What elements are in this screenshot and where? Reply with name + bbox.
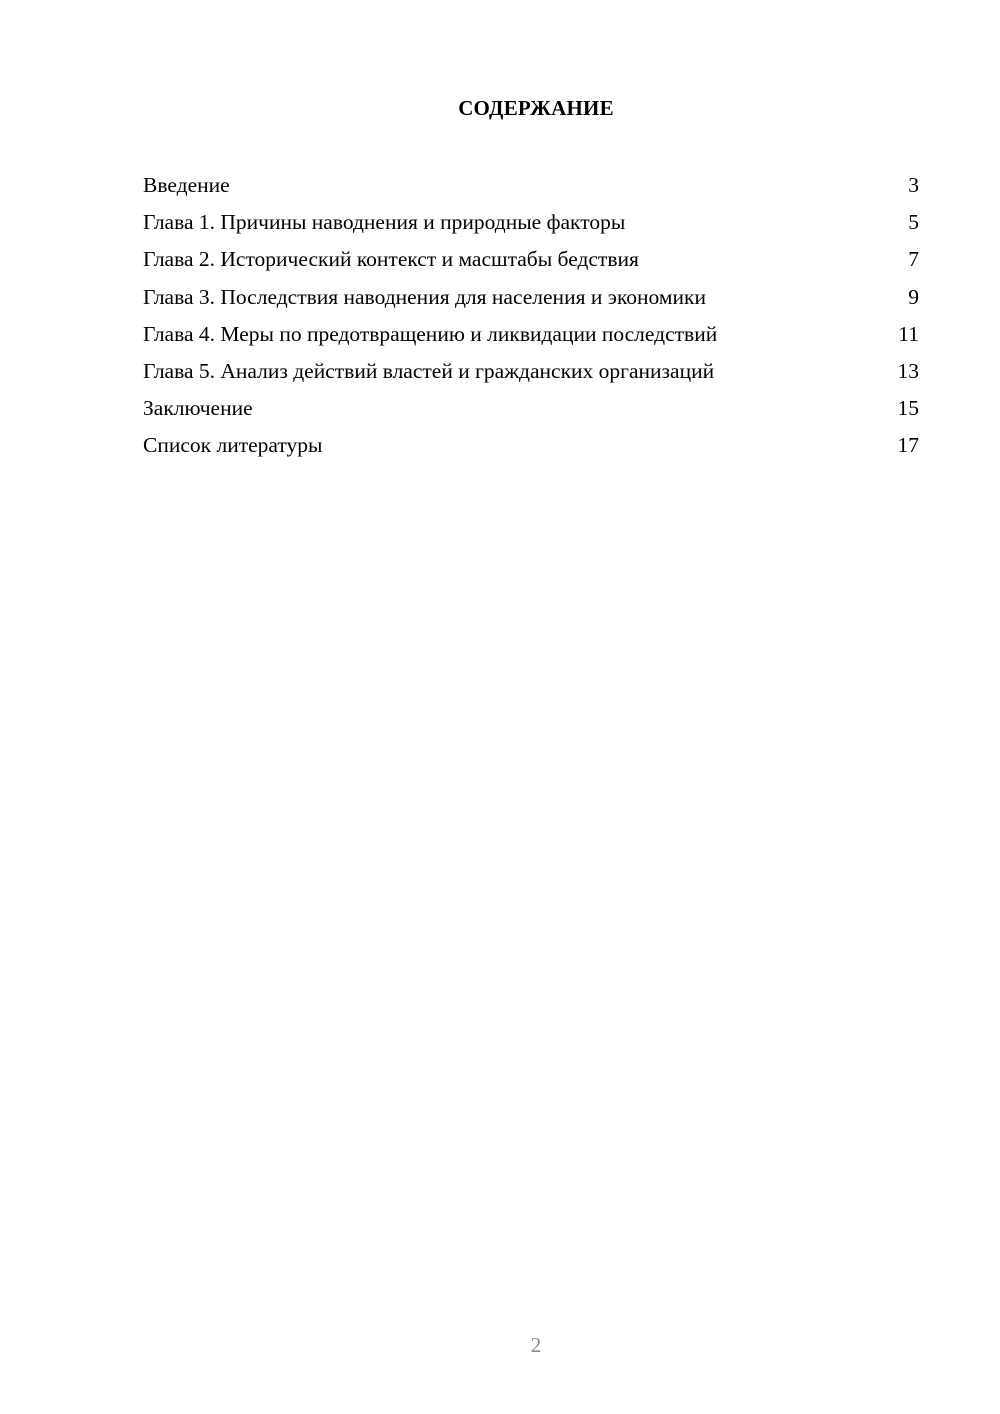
toc-entry-label: Глава 5. Анализ действий властей и гражданских организаций <box>143 358 715 383</box>
page-number: 2 <box>530 1333 542 1357</box>
toc-entry-label: Глава 2. Исторический контекст и масштабы бедствия <box>143 247 639 272</box>
toc-entry-page: 5 <box>908 210 919 235</box>
toc-entry-label: Глава 4. Меры по предотвращению и ликвидации последствий <box>143 321 718 346</box>
toc-entry-bibliography <box>143 430 919 467</box>
toc-heading-text: СОДЕРЖАНИЕ <box>458 96 614 120</box>
toc-entry-chapter-1 <box>143 207 919 244</box>
toc-entry-page: 15 <box>897 396 919 421</box>
toc-entry-page: 13 <box>897 358 919 383</box>
toc-list <box>143 170 919 468</box>
toc-entry-chapter-2 <box>143 244 919 281</box>
toc-entry-label: Список литературы <box>143 433 323 458</box>
toc-entry-page: 7 <box>908 247 919 272</box>
toc-entry-label: Глава 1. Причины наводнения и природные факторы <box>143 210 626 235</box>
toc-heading <box>0 96 1000 121</box>
toc-entry-page: 9 <box>908 284 919 309</box>
toc-entry-chapter-3 <box>143 282 919 319</box>
toc-entry-chapter-4 <box>143 319 919 356</box>
toc-entry-conclusion <box>143 393 919 430</box>
toc-entry-page: 11 <box>898 321 919 346</box>
toc-entry-label: Введение <box>143 173 230 197</box>
toc-entry-page: 17 <box>897 433 919 458</box>
toc-entry-label: Заключение <box>143 396 253 421</box>
toc-entry-introduction <box>143 170 919 207</box>
toc-entry-page: 3 <box>908 173 919 197</box>
toc-entry-label: Глава 3. Последствия наводнения для населения и экономики <box>143 284 706 309</box>
toc-entry-chapter-5 <box>143 356 919 393</box>
